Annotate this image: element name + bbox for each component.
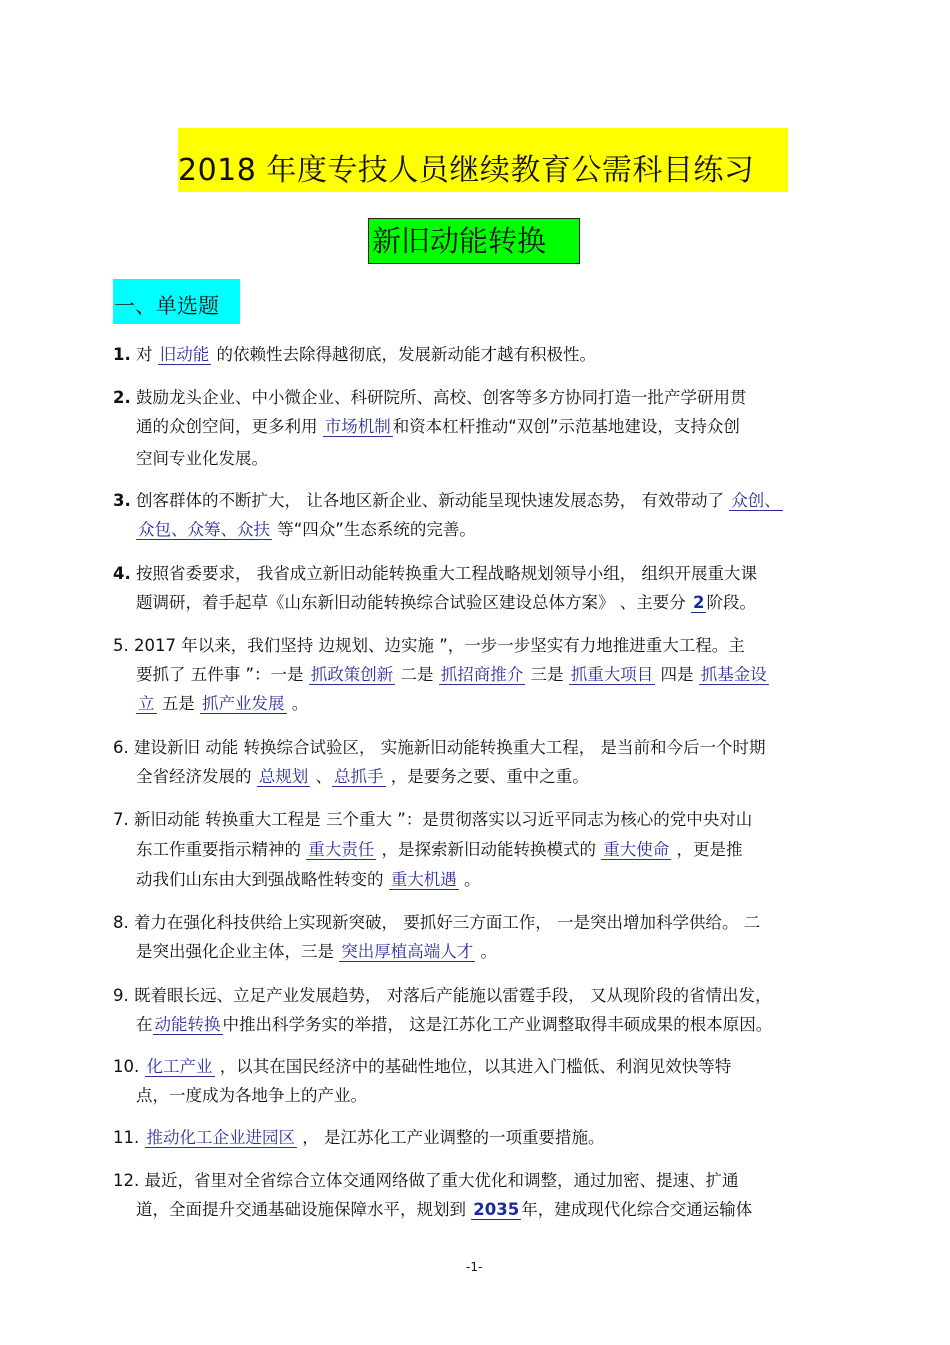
answer: 2 bbox=[693, 593, 705, 612]
question-text: ，是要务之要、重中之重。 bbox=[385, 767, 589, 786]
document-subtitle: 新旧动能转换 bbox=[372, 224, 547, 258]
answer: 重大机遇 bbox=[390, 870, 457, 889]
question-text: 创客群体的不断扩大， 让各地区新企业、新动能呈现快速发展态势， 有效带动了 bbox=[136, 491, 730, 510]
question-number: 4. bbox=[113, 564, 131, 583]
question-text: 既着眼长远、立足产业发展趋势， 对落后产能施以雷霆手段， 又从现阶段的省情出发， bbox=[134, 986, 772, 1005]
answer: 化工产业 bbox=[146, 1057, 213, 1076]
question-text: 中推出科学务实的举措， 这是江苏化工产业调整取得丰硕成果的根本原因。 bbox=[222, 1015, 773, 1034]
answer: 动能转换 bbox=[154, 1015, 221, 1034]
question-text: 。 bbox=[458, 870, 481, 889]
question-5-line-2 bbox=[136, 663, 769, 687]
question-12-line-2 bbox=[136, 1198, 752, 1222]
question-number: 6. bbox=[113, 738, 129, 757]
question-text: 阶段。 bbox=[706, 593, 756, 612]
question-text: 五是 bbox=[156, 694, 200, 713]
question-4-line-2 bbox=[136, 591, 756, 615]
question-text: 、 bbox=[310, 767, 332, 786]
question-1 bbox=[113, 343, 596, 367]
question-text: 新旧动能 转换重大工程是 三个重大 ”：是贯彻落实以习近平同志为核心的党中央对山 bbox=[134, 810, 753, 829]
answer: 市场机制 bbox=[324, 417, 391, 436]
answer: 众包、众筹、众扶 bbox=[138, 520, 270, 539]
answer: 突出厚植高端人才 bbox=[341, 942, 474, 961]
answer: 推动化工企业进园区 bbox=[146, 1128, 295, 1147]
question-number: 1. bbox=[113, 345, 131, 364]
question-8-line-2 bbox=[136, 940, 497, 964]
question-text: 建设新旧 动能 转换综合试验区， 实施新旧动能转换重大工程， 是当前和今后一个时期 bbox=[134, 738, 766, 757]
answer: 众创、 bbox=[731, 491, 781, 510]
question-9 bbox=[113, 984, 772, 1008]
question-2-line-2 bbox=[136, 415, 740, 439]
question-text: 点，一度成为各地争上的产业。 bbox=[136, 1086, 367, 1105]
question-3-line-2 bbox=[136, 518, 476, 542]
question-text: 是突出强化企业主体，三是 bbox=[136, 942, 340, 961]
question-text: 动我们山东由大到强战略性转变的 bbox=[136, 870, 389, 889]
question-text: ，以其在国民经济中的基础性地位，以其进入门槛低、利润见效快等特 bbox=[214, 1057, 732, 1076]
question-text: 。 bbox=[286, 694, 309, 713]
question-text: 和资本杠杆推动“双创”示范基地建设，支持众创 bbox=[392, 417, 740, 436]
question-text: 在 bbox=[136, 1015, 153, 1034]
answer: 立 bbox=[138, 694, 155, 713]
question-text: 空间专业化发展。 bbox=[136, 449, 268, 468]
question-number: 8. bbox=[113, 913, 129, 932]
question-text: 。 bbox=[475, 942, 497, 961]
question-text: 题调研，着手起草《山东新旧动能转换综合试验区建设总体方案》 、主要分 bbox=[136, 593, 691, 612]
answer: 旧动能 bbox=[159, 345, 210, 364]
question-text: 二是 bbox=[395, 665, 439, 684]
question-7-line-3 bbox=[136, 868, 481, 892]
question-number: 9. bbox=[113, 986, 129, 1005]
question-number: 12. bbox=[113, 1171, 140, 1190]
question-text: 最近，省里对全省综合立体交通网络做了重大优化和调整，通过加密、提速、扩通 bbox=[144, 1171, 739, 1190]
question-text: 四是 bbox=[655, 665, 699, 684]
answer: 总规划 bbox=[258, 767, 309, 786]
question-text: 按照省委要求， 我省成立新旧动能转换重大工程战略规划领导小组， 组织开展重大课 bbox=[136, 564, 757, 583]
question-10 bbox=[113, 1055, 731, 1079]
question-text: ， 是江苏化工产业调整的一项重要措施。 bbox=[297, 1128, 605, 1147]
answer: 抓基金设 bbox=[700, 665, 767, 684]
question-12 bbox=[113, 1169, 739, 1193]
question-text: ，更是推 bbox=[671, 840, 743, 859]
question-text: 着力在强化科技供给上实现新突破， 要抓好三方面工作， 一是突出增加科学供给。 二 bbox=[134, 913, 761, 932]
question-number: 3. bbox=[113, 491, 131, 510]
question-text: ，是探索新旧动能转换模式的 bbox=[376, 840, 602, 859]
question-number: 5. bbox=[113, 636, 129, 655]
answer: 总抓手 bbox=[334, 767, 384, 786]
question-7 bbox=[113, 808, 752, 832]
question-text: 2017 年以来，我们坚持 边规划、边实施 ”，一步一步坚实有力地推进重大工程。主 bbox=[134, 636, 745, 655]
question-6 bbox=[113, 736, 765, 760]
question-text: 道，全面提升交通基础设施保障水平，规划到 bbox=[136, 1200, 472, 1219]
question-5 bbox=[113, 634, 745, 658]
question-text: 年，建成现代化综合交通运输体 bbox=[521, 1200, 753, 1219]
question-8 bbox=[113, 911, 760, 935]
question-text: 全省经济发展的 bbox=[136, 767, 257, 786]
answer: 重大使命 bbox=[603, 840, 670, 859]
question-number: 2. bbox=[113, 388, 131, 407]
question-11 bbox=[113, 1126, 605, 1150]
section-heading: 一、单选题 bbox=[114, 294, 219, 318]
answer: 重大责任 bbox=[308, 840, 375, 859]
question-10-line-2 bbox=[136, 1084, 367, 1108]
document-title: 2018 年度专技人员继续教育公需科目练习 bbox=[178, 153, 755, 188]
question-number: 11. bbox=[113, 1128, 140, 1147]
question-text: 对 bbox=[136, 345, 158, 364]
question-text: 东工作重要指示精神的 bbox=[136, 840, 307, 859]
question-4 bbox=[113, 562, 757, 586]
page-number: -1- bbox=[466, 1260, 483, 1274]
question-9-line-2 bbox=[136, 1013, 772, 1037]
question-number: 7. bbox=[113, 810, 129, 829]
question-7-line-2 bbox=[136, 838, 743, 862]
answer: 抓招商推介 bbox=[440, 665, 524, 684]
question-3 bbox=[113, 489, 783, 513]
question-text: 的依赖性去除得越彻底，发展新动能才越有积极性。 bbox=[211, 345, 596, 364]
question-text: 要抓了 五件事 ”：一是 bbox=[136, 665, 309, 684]
question-2-line-3 bbox=[136, 447, 268, 471]
question-5-line-3 bbox=[136, 692, 308, 716]
question-text: 三是 bbox=[525, 665, 569, 684]
answer: 抓政策创新 bbox=[310, 665, 394, 684]
question-2 bbox=[113, 386, 747, 410]
answer: 抓产业发展 bbox=[202, 694, 285, 713]
question-text: 等“四众”生态系统的完善。 bbox=[272, 520, 476, 539]
question-number: 10. bbox=[113, 1057, 140, 1076]
question-text: 鼓励龙头企业、中小微企业、科研院所、高校、创客等多方协同打造一批产学研用贯 bbox=[136, 388, 747, 407]
answer: 2035 bbox=[473, 1200, 520, 1219]
answer: 抓重大项目 bbox=[570, 665, 654, 684]
question-text: 通的众创空间，更多利用 bbox=[136, 417, 323, 436]
question-6-line-2 bbox=[136, 765, 589, 789]
